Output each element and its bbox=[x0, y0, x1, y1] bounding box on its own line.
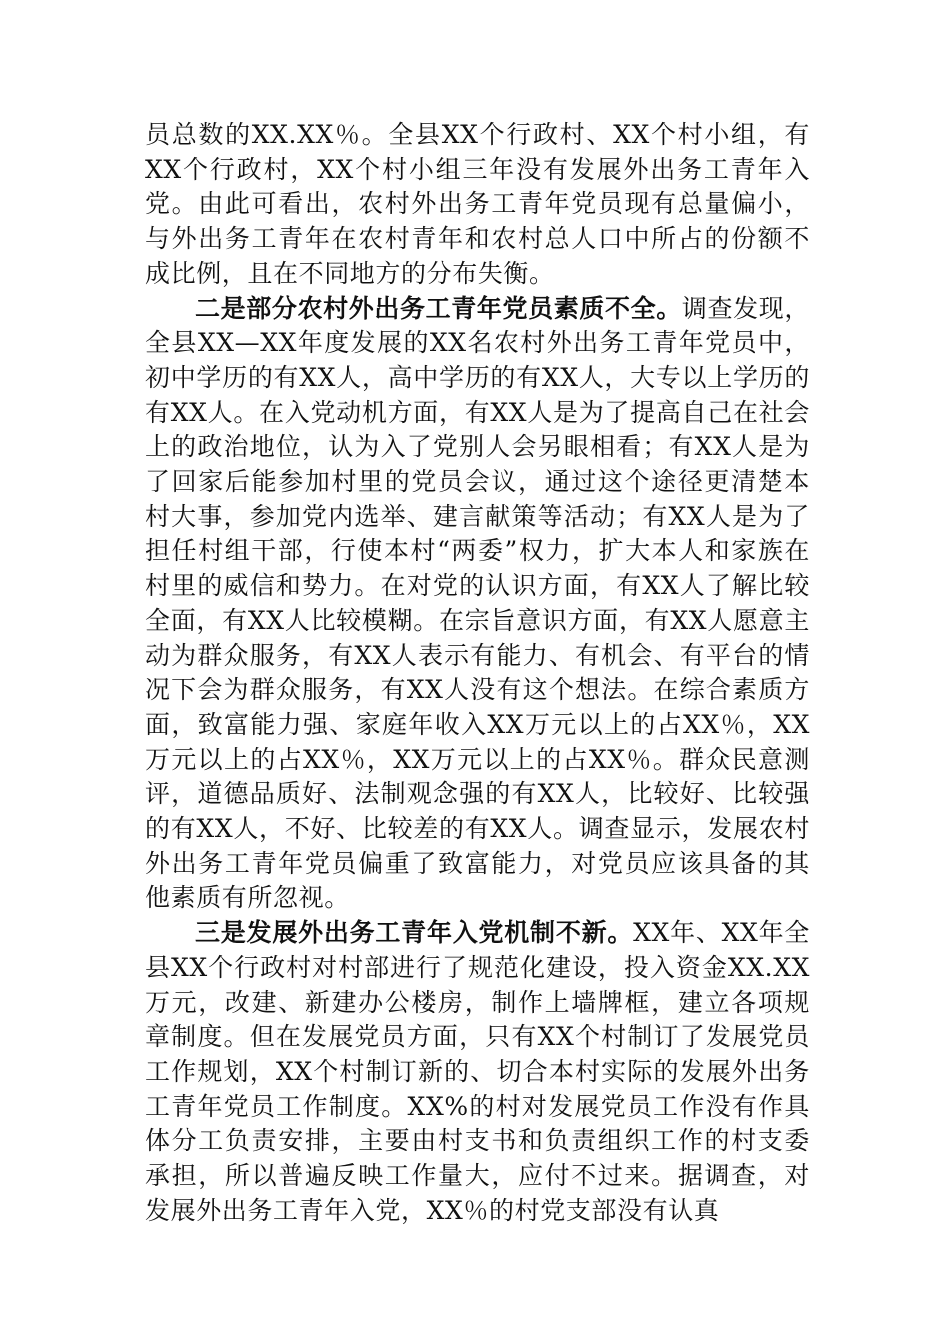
paragraph-text: XX年、XX年全县XX个行政村对村部进行了规范化建设，投入资金XX.XX万元，改建、新建办公楼房，制作上墙牌框，建立各项规章制度。但在发展党员方面，只有XX个村制订了发展党员工作规划，XX个村制订新的、切合本村实际的发展外出务工青年党员工作制度。XX%的村对发展党员工作没有作具体分工负责安排，主要由村支书和负责组织工作的村支委承担，所以普遍反映工作量大，应付不过来。据调查，对发展外出务工青年入党，XX％的村党支部没有认真 bbox=[145, 918, 810, 1225]
paragraph-quality bbox=[145, 292, 810, 917]
paragraph-text: 员总数的XX.XX％。全县XX个行政村、XX个村小组，有XX个行政村，XX个村小组三年没有发展外出务工青年入党。由此可看出，农村外出务工青年党员现有总量偏小，与外出务工青年在农村青年和农村总人口中所占的份额不成比例，且在不同地方的分布失衡。 bbox=[145, 120, 810, 288]
document-body bbox=[145, 118, 810, 1229]
paragraph-continued bbox=[145, 118, 810, 292]
paragraph-lead-heading: 三是发展外出务工青年入党机制不新。 bbox=[195, 918, 634, 948]
paragraph-text: 调查发现，全县XX—XX年度发展的XX名农村外出务工青年党员中，初中学历的有XX人，高中学历的有XX人，大专以上学历的有XX人。在入党动机方面，有XX人是为了提高自己在社会上的政治地位，认为入了党别人会另眼相看；有XX人是为了回家后能参加村里的党员会议，通过这个途径更清楚本村大事，参加党内选举、建言献策等活动；有XX人是为了担任村组干部，行使本村“两委”权力，扩大本人和家族在村里的威信和势力。在对党的认识方面，有XX人了解比较全面，有XX人比较模糊。在宗旨意识方面，有XX人愿意主动为群众服务，有XX人表示有能力、有机会、有平台的情况下会为群众服务，有XX人没有这个想法。在综合素质方面，致富能力强、家庭年收入XX万元以上的占XX％，XX万元以上的占XX％，XX万元以上的占XX％。群众民意测评，道德品质好、法制观念强的有XX人，比较好、比较强的有XX人，不好、比较差的有XX人。调查显示，发展农村外出务工青年党员偏重了致富能力，对党员应该具备的其他素质有所忽视。 bbox=[145, 293, 810, 913]
paragraph-lead-heading: 二是部分农村外出务工青年党员素质不全。 bbox=[195, 293, 682, 323]
paragraph-mechanism bbox=[145, 916, 810, 1228]
